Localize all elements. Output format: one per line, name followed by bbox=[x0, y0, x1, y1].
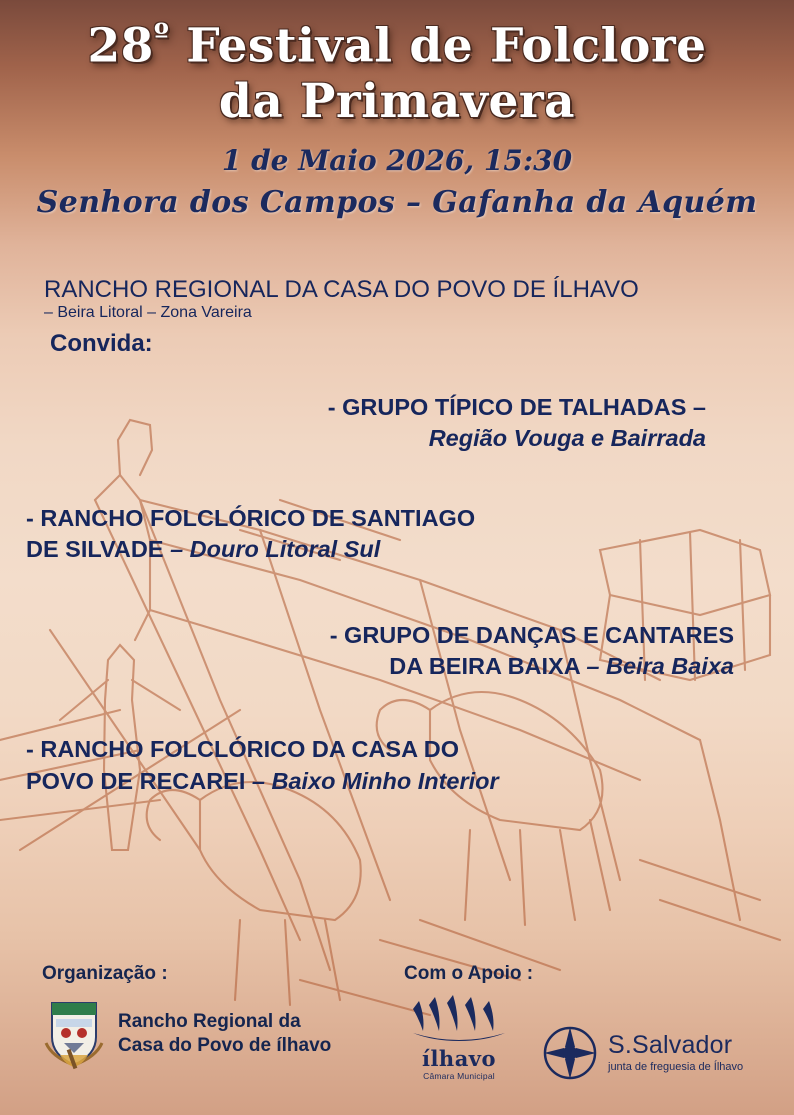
guest-4-name-cont: POVO DE RECAREI bbox=[26, 767, 252, 794]
guest-group-4 bbox=[22, 734, 772, 797]
guest-group-1 bbox=[22, 392, 772, 455]
support-label: Com o Apoio : bbox=[404, 963, 534, 984]
guest-3-name: - GRUPO DE DANÇAS E CANTARES bbox=[329, 621, 734, 648]
s-salvador-subtitle: junta de freguesia de Ílhavo bbox=[608, 1061, 744, 1073]
guest-group-2 bbox=[22, 503, 772, 566]
guest-group-3 bbox=[22, 620, 772, 683]
ilhavo-municipality-logo bbox=[404, 995, 514, 1081]
title-ordinal-marker: º bbox=[153, 18, 170, 53]
host-name: RANCHO REGIONAL DA CASA DO POVO DE ÍLHAVO bbox=[44, 275, 639, 303]
organization-name-line2: Casa do Povo de ílhavo bbox=[118, 1035, 332, 1056]
event-location: Senhora dos Campos – Gafanha da Aquém bbox=[36, 184, 758, 220]
ilhavo-coat-of-arms-icon bbox=[42, 997, 106, 1071]
title-ordinal: 28 bbox=[87, 18, 154, 74]
page-title bbox=[0, 18, 794, 130]
invite-label: Convida: bbox=[50, 329, 153, 357]
s-salvador-name: S.Salvador bbox=[608, 1031, 733, 1059]
guest-2-name-cont: DE SILVADE bbox=[26, 536, 171, 563]
organization-name-line1: Rancho Regional da bbox=[118, 1010, 301, 1032]
moliceiro-boat-icon bbox=[413, 995, 505, 1041]
guest-4-region: – Baixo Minho Interior bbox=[251, 767, 499, 794]
guest-3-region: – Beira Baixa bbox=[586, 652, 734, 679]
s-salvador-logo bbox=[542, 1025, 743, 1081]
program-section bbox=[0, 276, 794, 798]
guest-2-region: – Douro Litoral Sul bbox=[170, 536, 381, 563]
support-block bbox=[404, 963, 774, 1081]
title-line-2: da Primavera bbox=[218, 74, 576, 130]
title-line-1: Festival de Folclore bbox=[169, 18, 707, 74]
host-region: – Beira Litoral – Zona Vareira bbox=[44, 303, 252, 321]
organization-block bbox=[42, 963, 372, 1071]
compass-rose-icon bbox=[542, 1025, 598, 1081]
ilhavo-subtitle: Câmara Municipal bbox=[423, 1071, 495, 1081]
host-group bbox=[22, 276, 772, 322]
poster-header bbox=[0, 0, 794, 220]
ilhavo-name: ílhavo bbox=[421, 1046, 497, 1071]
poster-footer bbox=[0, 955, 794, 1115]
guest-3-name-cont: DA BEIRA BAIXA bbox=[389, 652, 587, 679]
s-salvador-text bbox=[608, 1033, 743, 1073]
guest-1-name: - GRUPO TÍPICO DE TALHADAS – bbox=[327, 393, 706, 420]
event-date: 1 de Maio 2026, 15:30 bbox=[221, 143, 573, 177]
guest-2-name: - RANCHO FOLCLÓRICO DE SANTIAGO bbox=[26, 504, 476, 531]
guest-1-region: Região Vouga e Bairrada bbox=[428, 425, 706, 452]
organization-name bbox=[118, 1010, 331, 1059]
organization-label: Organização : bbox=[42, 963, 168, 984]
guest-4-name: - RANCHO FOLCLÓRICO DA CASA DO bbox=[26, 736, 459, 763]
